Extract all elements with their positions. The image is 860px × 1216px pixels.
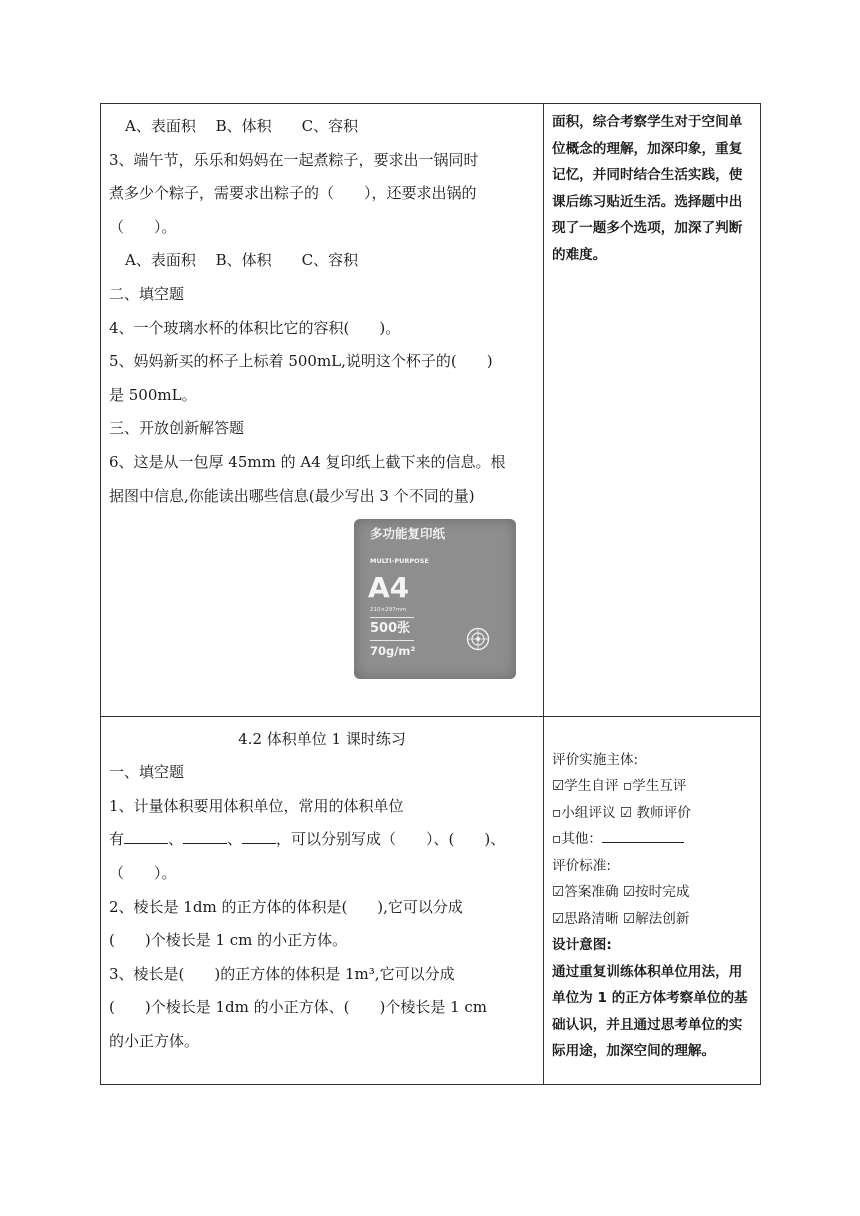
q1-line-2 bbox=[109, 823, 535, 857]
paper-size: A4 bbox=[368, 571, 410, 605]
answer-blank bbox=[183, 827, 227, 844]
exercise-cell-2 bbox=[101, 716, 544, 1084]
q5-line-2: 是 500mL。 bbox=[109, 385, 197, 404]
q3-options: A、表面积 B、体积 C、容积 bbox=[125, 251, 359, 270]
checkbox-teacher-eval[interactable]: ☑ 教师评价 bbox=[619, 804, 691, 821]
q3-line-2: ( )个棱长是 1dm 的小正方体、( )个棱长是 1 cm bbox=[109, 998, 488, 1017]
design-intent-text: 通过重复训练体积单位用法，用单位为 1 的正方体考察单位的基础认识，并且通过思考单位的实际用途，加深空间的理解。 bbox=[552, 963, 748, 1060]
q1-line-3: （ ）。 bbox=[109, 863, 177, 882]
section-fill-heading: 二、填空题 bbox=[109, 284, 185, 303]
q3-line-1: 3、棱长是( )的正方体的体积是 1m³,它可以分成 bbox=[109, 964, 455, 983]
q5-line-1: 5、妈妈新买的杯子上标着 500mL,说明这个杯子的( ) bbox=[109, 352, 493, 371]
paper-weight: 70g/m² bbox=[370, 644, 416, 659]
q1-sep: 、 bbox=[227, 830, 243, 849]
paper-title-cn: 多功能复印纸 bbox=[370, 526, 446, 542]
checkbox-creative[interactable]: ☑解法创新 bbox=[622, 910, 690, 927]
q1-line-1: 1、计量体积要用体积单位，常用的体积单位 bbox=[109, 796, 404, 815]
q6-line-2: 据图中信息,你能读出哪些信息(最少写出 3 个不同的量) bbox=[109, 486, 475, 505]
brand-logo-icon bbox=[466, 627, 490, 651]
eval-subject-row-3 bbox=[552, 826, 754, 853]
design-note-cell-1 bbox=[544, 104, 761, 717]
q2-line-2: ( )个棱长是 1 cm 的小正方体。 bbox=[109, 931, 348, 950]
q1-sep: 、 bbox=[168, 830, 184, 849]
checkbox-accurate[interactable]: ☑答案准确 bbox=[552, 884, 619, 901]
q3-line-3: 的小正方体。 bbox=[109, 1031, 200, 1050]
checkbox-ontime[interactable]: ☑按时完成 bbox=[622, 884, 690, 901]
q2-options: A、表面积 B、体积 C、容积 bbox=[125, 117, 359, 135]
paper-title-en: MULTI-PURPOSE bbox=[370, 557, 429, 566]
lesson-table bbox=[100, 103, 761, 1085]
eval-subject-row-2 bbox=[552, 800, 754, 827]
paper-divider bbox=[370, 640, 414, 641]
q1-suffix: ，可以分别写成（ ）、( )、 bbox=[276, 830, 506, 849]
eval-subject-row-1 bbox=[552, 773, 754, 800]
answer-blank bbox=[242, 827, 276, 844]
answer-blank bbox=[124, 827, 168, 844]
design-note-text: 面积，综合考察学生对于空间单位概念的理解，加深印象，重复记忆，并同时结合生活实践，使课后练习贴近生活。选择题中出现了一题多个选项，加深了判断的难度。 bbox=[552, 114, 743, 263]
checkbox-group-eval[interactable]: ▫小组评议 bbox=[552, 804, 616, 821]
evaluation-cell bbox=[544, 716, 761, 1084]
eval-standard-row-2 bbox=[552, 906, 754, 933]
checkbox-other[interactable]: ▫其他： bbox=[552, 831, 602, 848]
paper-count: 500张 bbox=[370, 621, 411, 637]
q3-line-1: 3、端午节，乐乐和妈妈在一起煮粽子，要求出一锅同时 bbox=[109, 150, 479, 169]
q6-line-1: 6、这是从一包厚 45mm 的 A4 复印纸上截下来的信息。根 bbox=[109, 452, 506, 471]
exercise-cell-1 bbox=[101, 104, 544, 717]
other-blank[interactable] bbox=[602, 826, 684, 843]
checkbox-clear[interactable]: ☑思路清晰 bbox=[552, 910, 619, 927]
checkbox-peer-eval[interactable]: ▫学生互评 bbox=[622, 778, 687, 795]
eval-subject-label: 评价实施主体: bbox=[552, 751, 639, 768]
q3-line-2: 煮多少个粽子，需要求出粽子的（ ），还要求出锅的 bbox=[109, 184, 477, 203]
section-open-heading: 三、开放创新解答题 bbox=[109, 419, 245, 438]
exercise-title: 4.2 体积单位 1 课时练习 bbox=[238, 729, 406, 748]
paper-label bbox=[354, 519, 516, 679]
checkbox-self-eval[interactable]: ☑学生自评 bbox=[552, 778, 619, 795]
design-intent-label: 设计意图: bbox=[552, 937, 612, 954]
eval-standard-label: 评价标准: bbox=[552, 857, 611, 874]
q4-line: 4、一个玻璃水杯的体积比它的容积( )。 bbox=[109, 318, 401, 337]
section-fill-heading-2: 一、填空题 bbox=[109, 763, 185, 782]
paper-divider bbox=[370, 617, 414, 618]
q3-line-3: （ ）。 bbox=[109, 217, 177, 236]
q2-line-1: 2、棱长是 1dm 的正方体的体积是( ),它可以分成 bbox=[109, 897, 463, 916]
eval-standard-row-1 bbox=[552, 879, 754, 906]
paper-dimensions: 210×297mm bbox=[370, 607, 407, 614]
a4-paper-label-image bbox=[354, 519, 535, 679]
q1-prefix: 有 bbox=[109, 830, 125, 849]
